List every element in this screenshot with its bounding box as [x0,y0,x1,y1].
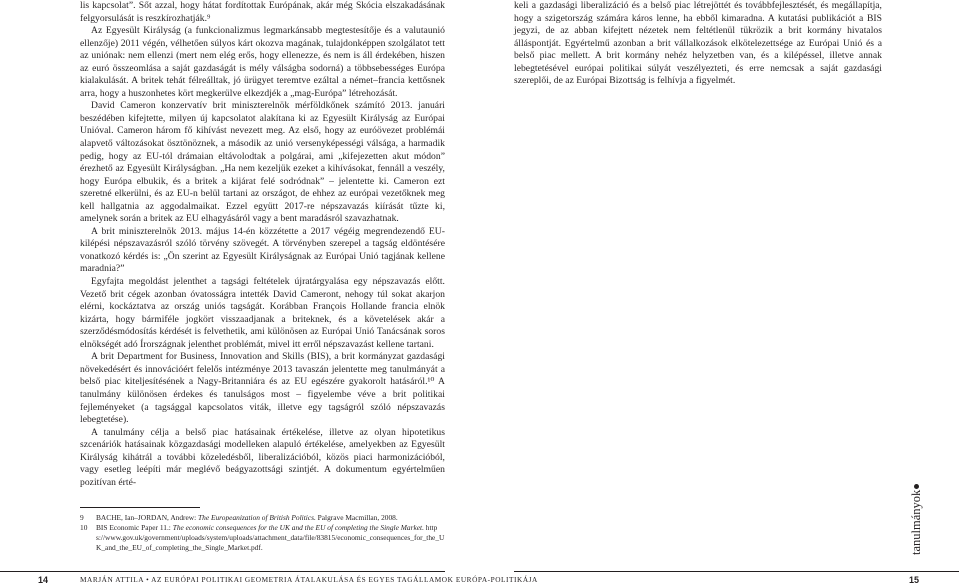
footnote-number: 10 [80,523,88,532]
page-number-right: 15 [909,575,920,585]
paragraph: Az Egyesült Királyság (a funkcionalizmus legmarkánsabb megtestesítője és a valutaunió ellenzője) 2011 végén, vélhetően súlyos kárt okozva magának, tulajdonképpen szolgálatot tett az uniónak: nem ellenzi (mert nem elég erős, hogy ellenezze, és nem is áll érdekében, hiszen az euró összeomlása a saját gazdaságát is mély válságba sodorná) a többsebességes Európa kialakulását. A britek tehát félreálltak, jó ürügyet teremtve ezáltal a német–francia kettősnek arra, hogy a huszonhetes kört megkerülve elkezdjék a „mag-Európa” létrehozását. [80,25,445,99]
running-head: MARJÁN ATTILA • AZ EURÓPAI POLITIKAI GEOMETRIA ÁTALAKULÁSA ÉS EGYES TAGÁLLAMOK EURÓPA-POLITIKÁJA [80,575,538,584]
paragraph: A brit miniszterelnök 2013. május 14-én közzétette a 2017 végéig megrendezendő EU-kilépési népszavazásról szóló törvény szövegét. A törvényben szerepel a tagság eldöntésére vonatkozó kérdés is: „Ön szerint az Egyesült Királyságnak az Európai Unió tagjának kellene maradnia?” [80,225,445,275]
right-column [514,0,882,88]
paragraph: A brit Department for Business, Innovation and Skills (BIS), a brit kormányzat gazdasági növekedésért és innovációért felelős intézménye 2013 tavaszán jelentette meg tanulmányát a belső piac kiteljesítésének a Nagy-Britanniára és az EU egészére gyakorolt hatásáról.¹⁰ A tanulmány különösen érdekes és tanulságos most – figyelembe véve a brit politikai fejleményeket (a tagsággal kapcsolatos viták, illetve egy tagságról szóló népszavazás lebegtetése). [80,351,445,426]
footnote-number: 9 [80,513,84,522]
paragraph: lis kapcsolat”. Sőt azzal, hogy hátat fordítottak Európának, akár még Skócia elszakadásának felgyorsulását is reszkírozhatják.⁹ [80,0,445,24]
footnote-text: Palgrave Macmillan, 2008. [315,513,398,522]
page-number-left: 14 [38,575,49,585]
footnote-text: BACHE, Ian–JORDAN, Andrew: [96,513,199,522]
footnote-title: The Europeanization of British Politics. [198,513,316,522]
footer-rule-right [514,571,959,572]
footnote [80,513,445,523]
footnotes [80,513,445,553]
paragraph: keli a gazdasági liberalizáció és a belső piac létrejöttét és továbbfejlesztését, és megállapítja, hogy a szigetország számára káros lenne, ha ebből kimaradna. A kutatási publikációt a BIS jegyzi, de az abban kifejtett nézetek nem feltétlenül tükrözik a brit kormány hivatalos álláspontját. Egyértelmű azonban a brit vállalkozások elkötelezettsége az Európai Unió és a belső piac mellett. A brit kormány nehéz helyzetben van, és a kilépéssel, illetve annak lebegtetésével európai politikai súlyát veszélyezteti, és erre nemcsak a saját gazdasági szereplői, de az Európai Bizottság is felhívja a figyelmét. [514,0,882,87]
footnote-divider [80,507,200,508]
footnote-title: The economic consequences for the UK and the EU of completing the Single Market. [172,523,424,532]
section-tab [906,485,926,555]
footnote [80,523,445,553]
footnote-url[interactable]: https://www.gov.uk/government/uploads/system/uploads/attachment_data/file/83815/economic_consequences_for_the_UK_and_the_EU_of_completing_the_Single_Market.pdf. [96,523,445,552]
footnote-text: BIS Economic Paper 11.: [96,523,173,532]
paragraph: A tanulmány célja a belső piac hatásainak értékelése, illetve az olyan hipotetikus szcenáriók hatásainak közgazdasági modelleken alapuló értékelése, amelyekben az Egyesült Királyság kihátrál a további közeledésből, liberalizációból, közös piaci harmonizációból, vagy esetleg leépíti már meglévő beágyazottsági szintjét. A dokumentum egyértelműen pozitívan érté- [80,426,445,488]
footer-rule-left [0,571,445,572]
paragraph: Egyfajta megoldást jelenthet a tagsági feltételek újratárgyalása egy népszavazás előtt. Vezető brit cégek azonban óvatosságra intették David Cameront, nehogy túl sokat akarjon elérni, kockáztatva az ország uniós tagságát. Korábban François Hollande francia elnök kizárta, hogy bármiféle jogkört visszaadjanak a briteknek, és a követelések akár a szerződésmódosítás kérdését is felvethetik, ami különösen az Európai Unió Tanácsának soros elnökségét adó Írországnak jelenthet problémát, mivel itt erről népszavazást kellene tartani. [80,276,445,350]
paragraph: David Cameron konzervatív brit miniszterelnök mérföldkőnek számító 2013. januári beszédében kifejtette, milyen új kapcsolatot alakítana ki az Egyesült Királyság az Európai Unióval. Cameron három fő kihívást nevezett meg. Az első, hogy az euróövezet problémái alapvető változásokat ösztönöznek, a második az unió versenyképességi válsága, a harmadik pedig, hogy az EU-tól drámaian eltávolodtak a polgárai, ami „kifejezetten akut módon” érezhető az Egyesült Királyságban. „Ha nem kezeljük ezeket a kihívásokat, fennáll a veszély, hogy Európa elbukik, és a britek a kijárat felé sodródnak” – jelentette ki. Cameron ezt szeretné elkerülni, és az EU-n belül tartani az országot, de ehhez az európai vezetőknek meg kell hallgatnia az aggodalmaikat. Ezzel együtt 2017-re népszavazás kiírását tűzte ki, amelynek során a britek az EU elhagyásáról vagy a bent maradásról szavazhatnak. [80,100,445,225]
section-label: tanulmányok [909,489,923,555]
left-column [80,0,445,489]
